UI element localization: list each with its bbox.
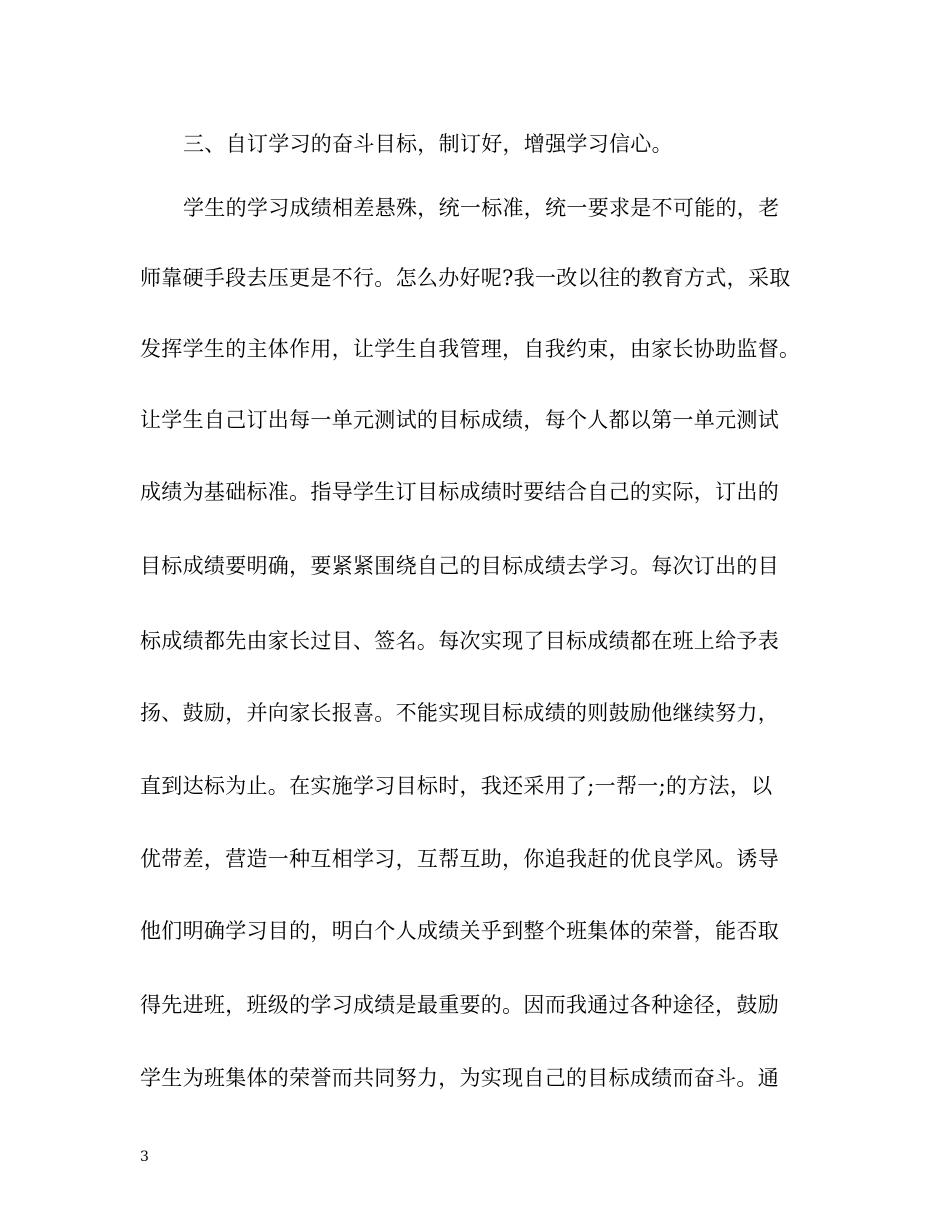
paragraph-line: 学生的学习成绩相差悬殊，统一标准，统一要求是不可能的，老 [183,196,780,220]
paragraph-line: 发挥学生的主体作用，让学生自我管理，自我约束，由家长协助监督。 [140,337,801,361]
paragraph-line: 他们明确学习目的，明白个人成绩关乎到整个班集体的荣誉，能否取 [140,919,779,943]
paragraph-line: 目标成绩要明确，要紧紧围绕自己的目标成绩去学习。每次订出的目 [140,554,779,578]
paragraph-line: 标成绩都先由家长过目、签名。每次实现了目标成绩都在班上给予表 [140,629,779,653]
paragraph-line: 得先进班，班级的学习成绩是最重要的。因而我通过各种途径，鼓励 [140,993,779,1017]
paragraph-line: 直到达标为止。在实施学习目标时，我还采用了;一帮一;的方法，以 [140,774,773,798]
page-number: 3 [140,1149,149,1165]
section-heading: 三、自订学习的奋斗目标，制订好，增强学习信心。 [183,132,673,156]
paragraph-line: 让学生自己订出每一单元测试的目标成绩，每个人都以第一单元测试 [140,408,779,432]
paragraph-line: 师靠硬手段去压更是不行。怎么办好呢?我一改以往的教育方式，采取 [140,266,791,290]
paragraph-line: 优带差，营造一种互相学习，互帮互助，你追我赶的优良学风。诱导 [140,847,779,871]
paragraph-line: 成绩为基础标准。指导学生订目标成绩时要结合自己的实际，订出的 [140,480,779,504]
paragraph-line: 扬、鼓励，并向家长报喜。不能实现目标成绩的则鼓励他继续努力， [140,701,779,725]
paragraph-line: 学生为班集体的荣誉而共同努力，为实现自己的目标成绩而奋斗。通 [140,1066,779,1090]
